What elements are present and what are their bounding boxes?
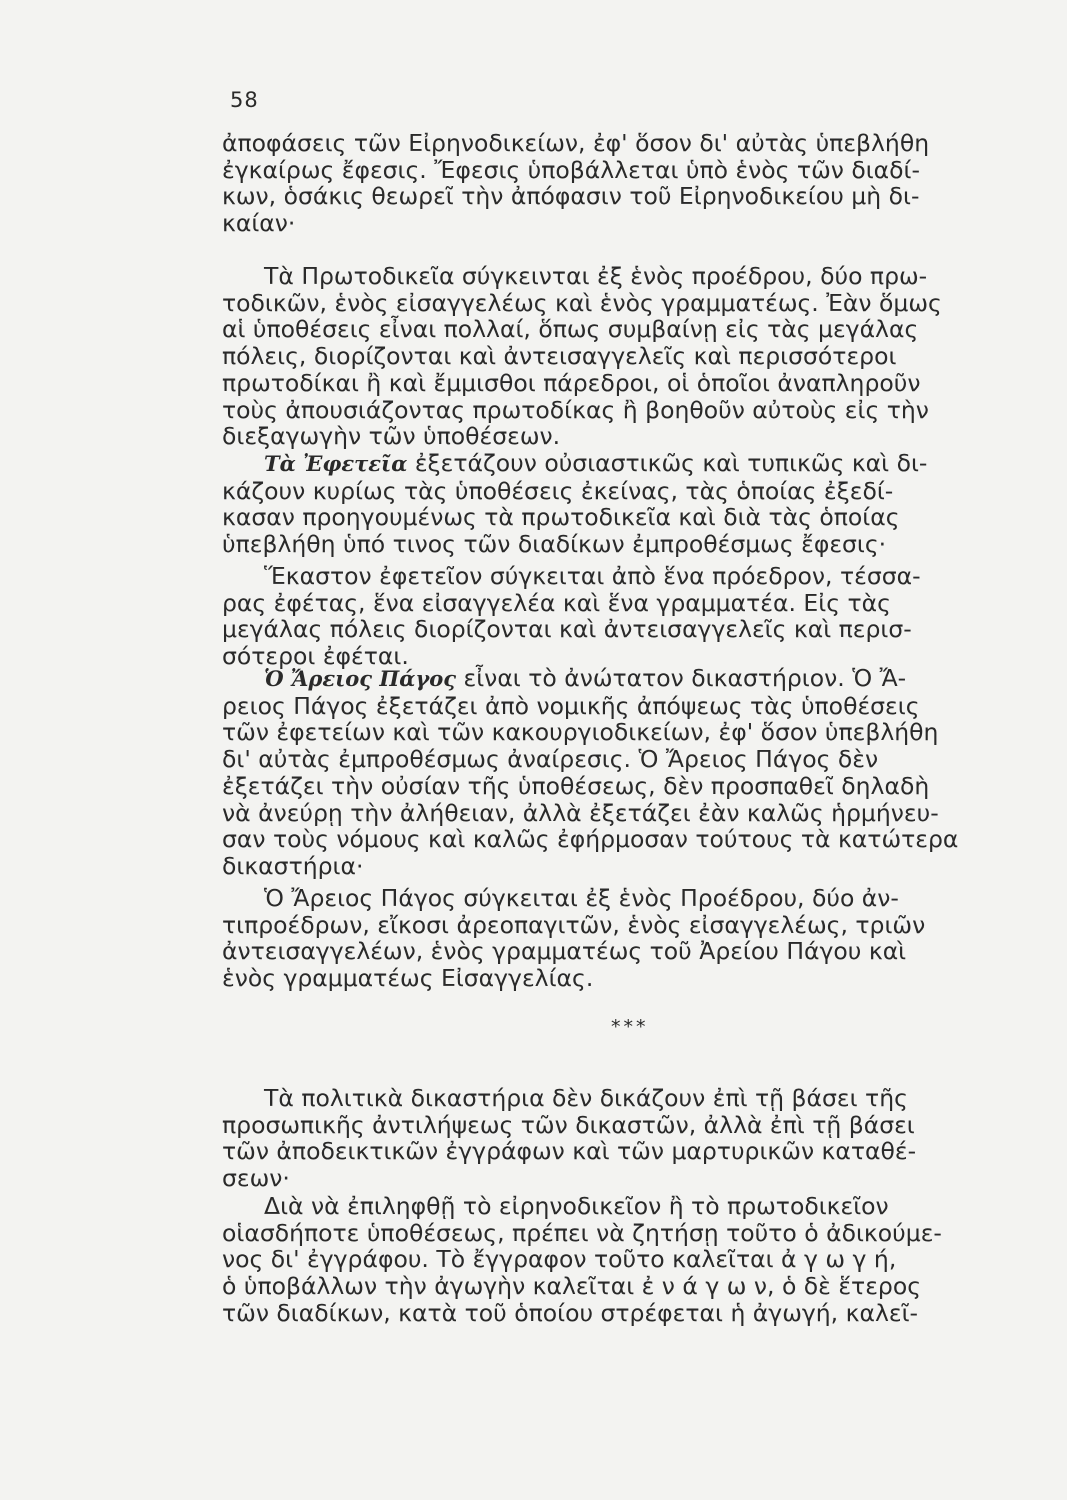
paragraph-areios-pagos	[222, 665, 1047, 880]
text-line: κάζουν κυρίως τὰς ὑποθέσεις ἐκείνας, τὰς ὁποίας ἐξεδί-	[222, 476, 894, 505]
paragraph-appeal-composition	[222, 563, 1047, 670]
text-line: ρειος Πάγος ἐξετάζει ἀπὸ νομικῆς ἀπόψεως τὰς ὑποθέσεις	[222, 691, 920, 720]
text-line: ὁ ὑποβάλλων τὴν ἀγωγὴν καλεῖται ἐ ν ά γ ω ν, ὁ δὲ ἕτερος	[222, 1272, 921, 1301]
text-line: σεων·	[222, 1164, 290, 1193]
text-line: ἐγκαίρως ἔφεσις. Ἔφεσις ὑποβάλλεται ὑπὸ ἑνὸς τῶν διαδί-	[222, 155, 920, 184]
text-line: τῶν ἀποδεικτικῶν ἐγγράφων καὶ τῶν μαρτυρικῶν καταθέ-	[222, 1137, 917, 1166]
page-number: 58	[230, 88, 259, 112]
text-line: ἀποφάσεις τῶν Εἰρηνοδικείων, ἐφ' ὅσον δι' αὐτὰς ὑπεβλήθη	[222, 129, 930, 157]
text-line: ἀντεισαγγελέων, ἑνὸς γραμματέως τοῦ Ἀρείου Πάγου καὶ	[222, 937, 907, 966]
text-line: νος δι' ἐγγράφου. Τὸ ἔγγραφον τοῦτο καλεῖται ἀ γ ω γ ή,	[222, 1245, 897, 1274]
text-line: ἐξετάζει τὴν οὐσίαν τῆς ὑποθέσεως, δὲν προσπαθεῖ δηλαδὴ	[222, 771, 930, 800]
text-line: οἱασδήποτε ὑποθέσεως, πρέπει νὰ ζητήσῃ τοῦτο ὁ ἀδικούμε-	[222, 1218, 942, 1247]
text-line: τιπροέδρων, εἴκοσι ἀρεοπαγιτῶν, ἑνὸς εἰσαγγελέως, τριῶν	[222, 910, 926, 939]
text-line: Διὰ νὰ ἐπιληφθῇ τὸ εἰρηνοδικεῖον ἢ τὸ πρωτοδικεῖον	[264, 1192, 889, 1220]
paragraph-lawsuit	[222, 1193, 1047, 1327]
text-line: Τὰ Πρωτοδικεῖα σύγκεινται ἐξ ἑνὸς προέδρου, δύο πρω-	[264, 262, 928, 290]
text-line: αἱ ὑποθέσεις εἶναι πολλαί, ὅπως συμβαίνῃ εἰς τὰς μεγάλας	[222, 315, 919, 344]
text-line: προσωπικῆς ἀντιλήψεως τῶν δικαστῶν, ἀλλὰ ἐπὶ τῇ βάσει	[222, 1110, 915, 1139]
paragraph-civil-courts	[222, 1085, 1047, 1192]
text-line: τῶν διαδίκων, κατὰ τοῦ ὁποίου στρέφεται ἡ ἀγωγή, καλεῖ-	[222, 1298, 919, 1327]
text-line: ἑνὸς γραμματέως Εἰσαγγελίας.	[222, 964, 594, 993]
text-line	[222, 665, 1047, 693]
text-line: πρωτοδίκαι ἢ καὶ ἔμμισθοι πάρεδροι, οἱ ὁποῖοι ἀναπληροῦν	[222, 368, 921, 397]
text-line: σαν τοὺς νόμους καὶ καλῶς ἐφήρμοσαν τούτους τὰ κατώτερα	[222, 825, 959, 854]
text-line: δι' αὐτὰς ἐμπροθέσμως ἀναίρεσις. Ὁ Ἄρειος Πάγος δὲν	[222, 745, 879, 774]
paragraph-areios-pagos-composition	[222, 885, 1047, 992]
text-line: Ὁ Ἄρειος Πάγος σύγκειται ἐξ ἑνὸς Προέδρου, δύο ἀν-	[264, 884, 899, 912]
text-line: τοὺς ἀπουσιάζοντας πρωτοδίκας ἢ βοηθοῦν αὐτοὺς εἰς τὴν	[222, 395, 929, 424]
text-line: Ἕκαστον ἐφετεῖον σύγκειται ἀπὸ ἕνα πρόεδρον, τέσσα-	[264, 562, 921, 590]
text-line: καίαν·	[222, 209, 296, 238]
section-separator: ***	[611, 1016, 649, 1038]
text-line	[222, 450, 1047, 478]
text-line: Τὰ πολιτικὰ δικαστήρια δὲν δικάζουν ἐπὶ τῇ βάσει τῆς	[264, 1084, 908, 1112]
paragraph-courts-first-instance	[222, 263, 1047, 450]
text-line: διεξαγωγὴν τῶν ὑποθέσεων.	[222, 422, 561, 451]
text-line: κων, ὁσάκις θεωρεῖ τὴν ἀπόφασιν τοῦ Εἰρηνοδικείου μὴ δι-	[222, 182, 920, 211]
text-line: νὰ ἀνεύρῃ τὴν ἀλήθειαν, ἀλλὰ ἐξετάζει ἐὰν καλῶς ἡρμήνευ-	[222, 798, 939, 827]
section-heading-efeteia: Τὰ Ἐφετεῖα	[264, 451, 408, 476]
section-heading-areios-pagos: Ὁ Ἄρειος Πάγος	[264, 666, 457, 691]
text-line: ρας ἐφέτας, ἕνα εἰσαγγελέα καὶ ἕνα γραμματέα. Εἰς τὰς	[222, 588, 891, 617]
text-line: πόλεις, διορίζονται καὶ ἀντεισαγγελεῖς καὶ περισσότεροι	[222, 342, 897, 371]
paragraph-decisions	[222, 130, 1047, 237]
text-line: δικαστήρια·	[222, 851, 364, 880]
text-line: τῶν ἐφετείων καὶ τῶν κακουργιοδικείων, ἐφ' ὅσον ὑπεβλήθη	[222, 718, 939, 747]
text-line: σότεροι ἐφέται.	[222, 642, 409, 671]
text-line-rest: ἐξετάζουν οὐσιαστικῶς καὶ τυπικῶς καὶ δι-	[407, 449, 928, 477]
paragraph-courts-appeal	[222, 450, 1047, 558]
text-line: τοδικῶν, ἑνὸς εἰσαγγελέως καὶ ἑνὸς γραμματέως. Ἐὰν ὅμως	[222, 288, 942, 317]
text-line: κασαν προηγουμένως τὰ πρωτοδικεῖα καὶ διὰ τὰς ὁποίας	[222, 503, 900, 532]
text-line-rest: εἶναι τὸ ἀνώτατον δικαστήριον. Ὁ Ἄ-	[456, 664, 907, 692]
text-line: μεγάλας πόλεις διορίζονται καὶ ἀντεισαγγελεῖς καὶ περισ-	[222, 615, 912, 644]
text-line: ὑπεβλήθη ὑπό τινος τῶν διαδίκων ἐμπροθέσμως ἔφεσις·	[222, 530, 887, 559]
